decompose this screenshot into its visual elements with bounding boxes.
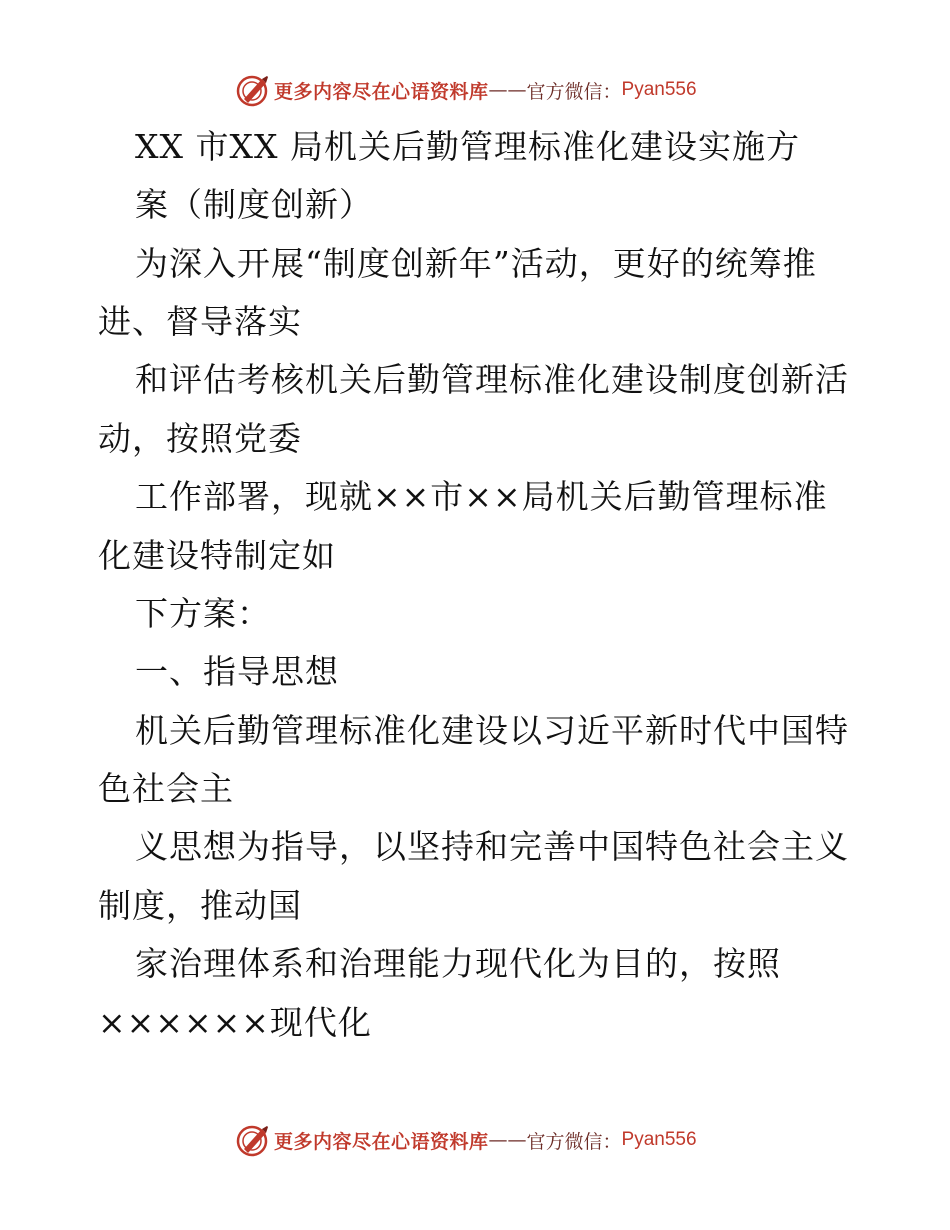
paragraph-line: 工作部署，现就××市××局机关后勤管理标准 [135,477,828,516]
paragraph-line: 下方案： [135,594,271,633]
pen-logo-icon [236,1123,270,1157]
watermark-dash: —— [488,79,527,101]
paragraph-line: 动，按照党委 [98,419,302,458]
pen-logo-icon [236,73,270,107]
footer-watermark [236,1123,697,1157]
watermark-site-text: 更多内容尽在心语资料库 [274,1130,489,1153]
header-watermark [236,73,697,107]
paragraph-line: 和评估考核机关后勤管理标准化建设制度创新活 [135,360,849,399]
paragraph-line: 家治理体系和治理能力现代化为目的，按照 [135,944,781,983]
paragraph-line: 进、督导落实 [98,302,302,341]
paragraph-line: 为深入开展“制度创新年”活动，更好的统筹推 [135,244,817,283]
paragraph-line: 制度，推动国 [98,886,302,925]
paragraph-line: 色社会主 [98,769,234,808]
watermark-wechat-id: Pyan556 [621,1129,697,1150]
watermark-wechat-label: 官方微信： [526,80,622,103]
watermark-site-text: 更多内容尽在心语资料库 [274,80,489,103]
section-heading: 一、指导思想 [135,652,339,691]
document-title-line-1: XX 市XX 局机关后勤管理标准化建设实施方 [135,127,800,166]
paragraph-line: ××××××现代化 [98,1003,372,1042]
paragraph-line: 义思想为指导，以坚持和完善中国特色社会主义 [135,827,849,866]
document-title-line-2: 案（制度创新） [135,185,373,224]
watermark-dash: —— [488,1129,527,1151]
paragraph-line: 化建设特制定如 [98,536,336,575]
paragraph-line: 机关后勤管理标准化建设以习近平新时代中国特 [135,711,849,750]
watermark-wechat-id: Pyan556 [621,79,697,100]
watermark-wechat-label: 官方微信： [526,1130,622,1153]
